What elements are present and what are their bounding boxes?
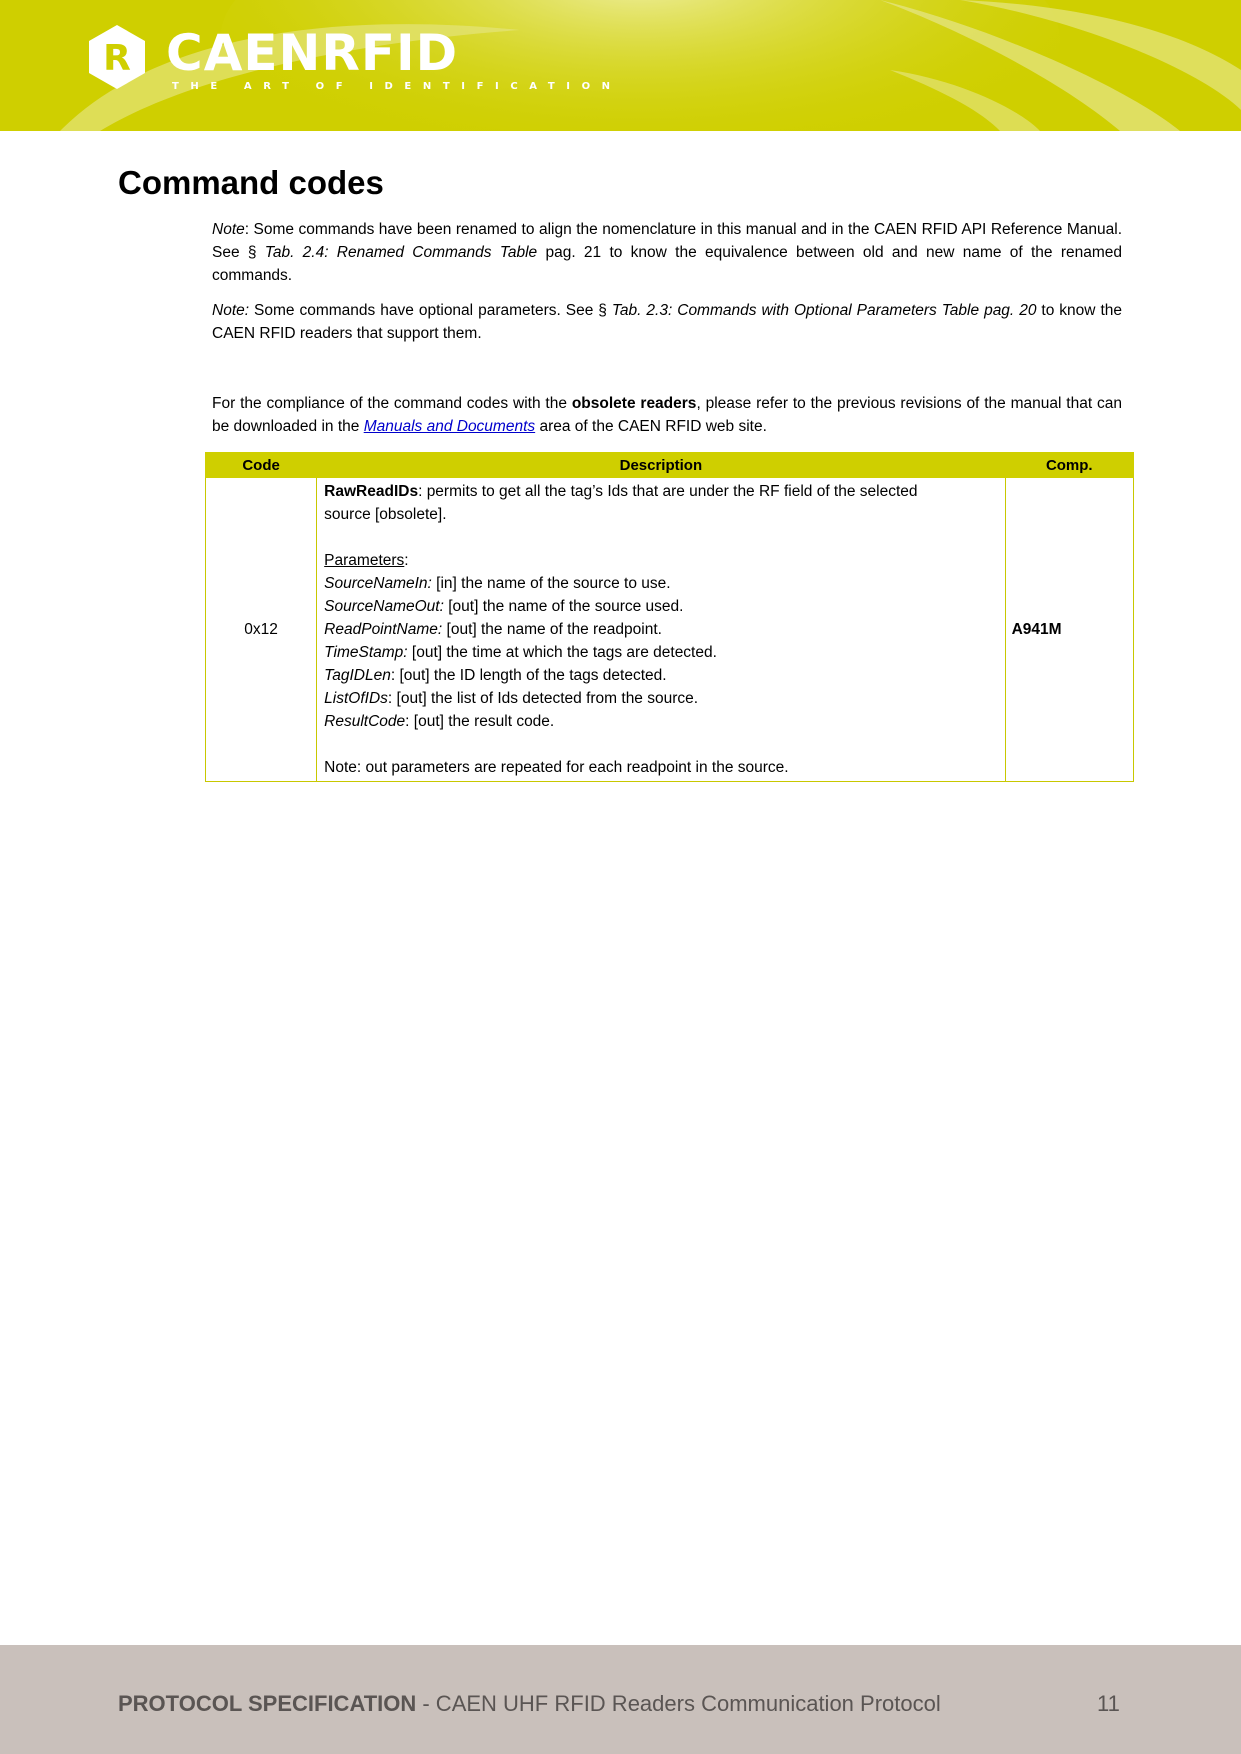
note-reference: Tab. 2.4: Renamed Commands Table — [264, 244, 538, 261]
note-renamed-commands — [212, 218, 1122, 287]
spacer — [324, 733, 997, 756]
note-text: Some commands have optional parameters. See § — [249, 302, 612, 319]
header-comp: Comp. — [1005, 453, 1133, 478]
parameter-name: ResultCode — [324, 713, 406, 730]
parameter-line — [324, 687, 997, 710]
parameter-desc: [in] the name of the source to use. — [431, 575, 671, 592]
parameters-label: Parameters — [324, 552, 405, 569]
compliance-paragraph — [212, 392, 1122, 438]
compliance-text: For the compliance of the command codes with the — [212, 395, 572, 412]
note-text: to know the CAEN RFID readers that support them. — [212, 302, 1123, 342]
parameter-line — [324, 618, 997, 641]
note-text: pag. 21 to know the equivalence between old and new name of the renamed commands. — [212, 244, 1123, 284]
command-name: RawReadIDs — [324, 483, 419, 500]
parameter-name: SourceNameIn: — [324, 575, 432, 592]
footer-doc-rest: - CAEN UHF RFID Readers Communication Protocol — [416, 1691, 941, 1716]
note-reference: Tab. 2.3: Commands with Optional Parameters Table pag. 20 — [611, 302, 1037, 319]
parameter-name: TagIDLen — [324, 667, 391, 684]
logo-tagline: THE ART OF IDENTIFICATION — [172, 81, 622, 92]
parameter-desc: : [out] the list of Ids detected from the source. — [387, 690, 699, 707]
parameter-desc: [out] the name of the readpoint. — [442, 621, 662, 638]
description-note: Note: out parameters are repeated for each readpoint in the source. — [324, 759, 789, 776]
parameter-desc: [out] the time at which the tags are detected. — [407, 644, 717, 661]
note-text: : Some commands have been renamed to align the nomenclature in this manual and in the CAEN RFID API Reference Manual. See § — [212, 221, 1122, 261]
parameter-line — [324, 710, 997, 733]
command-description-cell — [317, 478, 1005, 782]
description-line: source [obsolete]. — [324, 506, 447, 523]
note-label: Note: — [212, 302, 250, 319]
manuals-and-documents-link[interactable]: Manuals and Documents — [363, 418, 536, 435]
command-summary: : permits to get all the tag’s Ids that are under the RF field of the selected — [418, 483, 918, 500]
header-code: Code — [206, 453, 317, 478]
note-optional-parameters — [212, 299, 1122, 345]
table-header-row — [206, 453, 1134, 478]
compliance-bold: obsolete readers — [571, 395, 697, 412]
header-description: Description — [317, 453, 1005, 478]
parameter-line — [324, 664, 997, 687]
description-line — [324, 480, 997, 503]
logo-mark-letter: R — [103, 38, 131, 79]
parameter-line — [324, 595, 997, 618]
parameter-desc: : [out] the ID length of the tags detected. — [390, 667, 667, 684]
parameter-line — [324, 572, 997, 595]
spacer — [324, 526, 997, 549]
parameter-line — [324, 641, 997, 664]
compatibility-cell: A941M — [1005, 478, 1133, 782]
parameter-name: ListOfIDs — [324, 690, 388, 707]
parameter-desc: [out] the name of the source used. — [443, 598, 684, 615]
caenrfid-logo-icon — [88, 24, 146, 90]
note-label: Note — [212, 221, 245, 238]
footer-page-number: 11 — [1097, 1691, 1120, 1716]
table-row — [206, 478, 1134, 782]
parameter-desc: : [out] the result code. — [405, 713, 555, 730]
compliance-text: area of the CAEN RFID web site. — [535, 418, 767, 435]
parameters-heading: Parameters: — [324, 552, 409, 569]
logo-wordmark: CAENRFID — [166, 24, 459, 82]
page-title: Command codes — [118, 164, 384, 201]
page-header — [0, 0, 1241, 131]
parameter-name: TimeStamp: — [324, 644, 408, 661]
parameter-name: SourceNameOut: — [324, 598, 444, 615]
compliance-text: , please refer to the previous revisions of the manual that can be downloaded in the — [212, 395, 1122, 435]
footer-document-title — [118, 1691, 941, 1717]
footer-doc-bold: PROTOCOL SPECIFICATION — [118, 1691, 417, 1716]
command-codes-table — [205, 452, 1134, 782]
page-footer — [0, 1645, 1241, 1754]
command-code-cell: 0x12 — [206, 478, 317, 782]
parameter-name: ReadPointName: — [324, 621, 443, 638]
